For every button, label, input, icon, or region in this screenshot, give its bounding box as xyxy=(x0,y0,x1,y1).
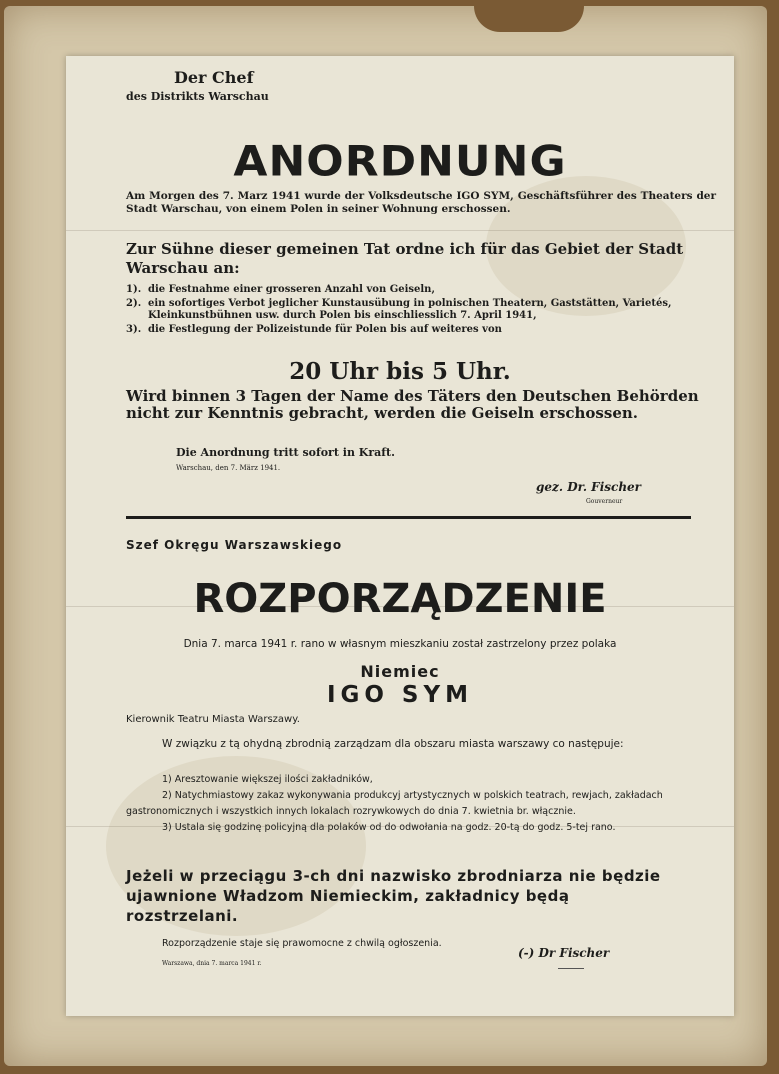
paper-crease xyxy=(66,230,734,231)
polish-niemiec-label: Niemiec xyxy=(360,662,440,681)
list-item xyxy=(126,284,716,296)
item-number: 3). xyxy=(126,324,142,335)
list-item: 1) Aresztowanie większej ilości zakładników, xyxy=(162,774,373,785)
polish-intro-paragraph: Dnia 7. marca 1941 r. rano w własnym mieszkaniu został zastrzelony przez polaka xyxy=(183,638,617,650)
german-date: Warschau, den 7. März 1941. xyxy=(176,464,281,472)
polish-victim-name: IGO SYM xyxy=(326,682,474,708)
polish-issuer: Szef Okręgu Warszawskiego xyxy=(126,538,343,552)
polish-hostage-warning: Jeżeli w przeciągu 3-ch dni nazwisko zbrodniarza nie będzie ujawnione Władzom Niemieckim, zakładnicy będą rozstrzelani. xyxy=(126,867,661,925)
list-item: 3) Ustala się godzinę policyjną dla polaków od do odwołania na godz. 20-tą do godz. 5-tej rano. xyxy=(162,822,616,833)
german-intro-paragraph: Am Morgen des 7. Marz 1941 wurde der Volksdeutsche IGO SYM, Geschäftsführer des Theaters der Stadt Warschau, von einem Polen in seiner Wohnung erschossen. xyxy=(126,190,716,215)
german-hostage-warning: Wird binnen 3 Tagen der Name des Täters den Deutschen Behörden nicht zur Kenntnis gebracht, werden die Geiseln erschossen. xyxy=(126,387,699,422)
item-number: 1). xyxy=(126,284,142,295)
torn-notch xyxy=(474,6,584,32)
polish-effective-notice: Rozporządzenie staje się prawomocne z chwilą ogłoszenia. xyxy=(162,938,442,949)
cardboard-backing xyxy=(4,6,767,1066)
polish-signature: (-) Dr Fischer xyxy=(518,946,610,960)
polish-decree-lead: W związku z tą ohydną zbrodnią zarządzam dla obszaru miasta warszawy co następuje: xyxy=(162,738,624,750)
german-effective-notice: Die Anordnung tritt sofort in Kraft. xyxy=(176,446,395,459)
list-item: 2) Natychmiastowy zakaz wykonywania produkcyj artystycznych w polskich teatrach, rewjach, zakładach gastronomicznych i wszystkich innych lokalach rozrywkowych do dnia 7. kwietnia br. włącznie. xyxy=(126,790,663,817)
german-measures-list xyxy=(126,284,716,338)
german-decree-lead: Zur Sühne dieser gemeinen Tat ordne ich für das Gebiet der Stadt Warschau an: xyxy=(126,240,684,277)
polish-measures-list xyxy=(126,772,726,836)
german-curfew-hours: 20 Uhr bis 5 Uhr. xyxy=(289,358,511,385)
section-divider xyxy=(126,516,691,519)
item-text: ein sofortiges Verbot jeglicher Kunstausübung in polnischen Theatern, Gaststätten, Varietés, Kleinkunstbühnen usw. durch Polen bis einschliesslich 7. April 1941, xyxy=(148,298,672,321)
german-signature: gez. Dr. Fischer xyxy=(536,480,641,494)
item-text: die Festlegung der Polizeistunde für Polen bis auf weiteres von xyxy=(148,324,502,335)
poster-sheet xyxy=(66,56,734,1016)
item-number: 2). xyxy=(126,298,142,309)
polish-heading: ROZPORZĄDZENIE xyxy=(193,576,607,622)
polish-victim-role: Kierownik Teatru Miasta Warszawy. xyxy=(126,714,300,725)
german-issuer-district: des Distrikts Warschau xyxy=(126,90,269,103)
item-text: die Festnahme einer grosseren Anzahl von Geiseln, xyxy=(148,284,435,295)
german-signature-title: Gouverneur xyxy=(586,498,623,505)
german-issuer-title: Der Chef xyxy=(174,68,254,87)
polish-date: Warszawa, dnia 7. marca 1941 r. xyxy=(162,960,262,967)
list-item xyxy=(126,324,716,336)
german-heading: ANORDNUNG xyxy=(233,137,567,186)
list-item xyxy=(126,298,716,322)
signature-underline xyxy=(558,968,584,969)
